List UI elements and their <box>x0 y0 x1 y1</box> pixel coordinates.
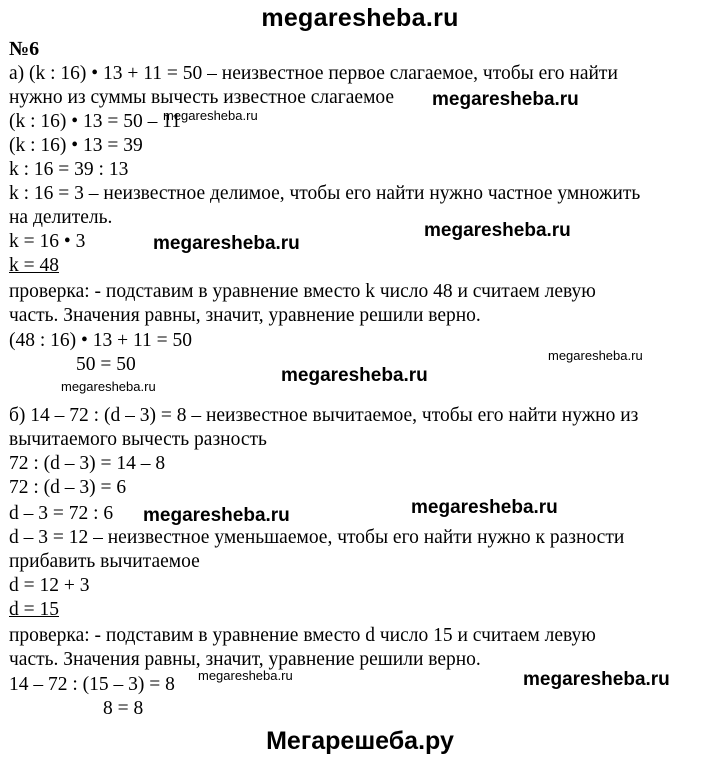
part-a-check-3: (48 : 16) • 13 + 11 = 50 <box>9 330 193 351</box>
problem-number: №6 <box>9 38 40 60</box>
part-b-line-3: 72 : (d – 3) = 14 – 8 <box>9 453 166 474</box>
part-b-line-7: прибавить вычитаемое <box>9 551 200 572</box>
part-b-answer: d = 15 <box>9 599 59 620</box>
part-b-line-8: d = 12 + 3 <box>9 575 90 596</box>
part-b-line-5: d – 3 = 72 : 6 <box>9 503 114 524</box>
watermark: megaresheba.ru <box>424 220 571 241</box>
watermark: megaresheba.ru <box>432 89 579 110</box>
part-a-answer: k = 48 <box>9 255 59 276</box>
part-a-line-1: а) (k : 16) • 13 + 11 = 50 – неизвестное первое слагаемое, чтобы его найти <box>9 63 618 84</box>
watermark: megaresheba.ru <box>281 365 428 386</box>
part-b-check-4: 8 = 8 <box>103 698 144 719</box>
part-b-check-2: часть. Значения равны, значит, уравнение решили верно. <box>9 649 481 670</box>
part-b-line-2: вычитаемого вычесть разность <box>9 429 267 450</box>
part-a-line-8: k = 16 • 3 <box>9 231 86 252</box>
part-a-line-2: нужно из суммы вычесть известное слагаемое <box>9 87 395 108</box>
part-a-line-7: на делитель. <box>9 207 113 228</box>
watermark: megaresheba.ru <box>153 233 300 254</box>
site-header: megaresheba.ru <box>261 4 459 32</box>
part-b-check-3: 14 – 72 : (15 – 3) = 8 <box>9 674 175 695</box>
watermark: megaresheba.ru <box>61 379 156 394</box>
part-b-line-1: б) 14 – 72 : (d – 3) = 8 – неизвестное вычитаемое, чтобы его найти нужно из <box>9 405 639 426</box>
watermark: megaresheba.ru <box>411 497 558 518</box>
part-b-line-6: d – 3 = 12 – неизвестное уменьшаемое, чтобы его найти нужно к разности <box>9 527 625 548</box>
part-b-check-1: проверка: - подставим в уравнение вместо d число 15 и считаем левую <box>9 625 596 646</box>
watermark: megaresheba.ru <box>523 669 670 690</box>
watermark: megaresheba.ru <box>198 668 293 683</box>
site-footer: Мегарешеба.ру <box>266 727 454 755</box>
part-a-check-4: 50 = 50 <box>76 354 136 375</box>
part-a-line-4: (k : 16) • 13 = 39 <box>9 135 143 156</box>
part-a-check-1: проверка: - подставим в уравнение вместо k число 48 и считаем левую <box>9 281 596 302</box>
watermark: megaresheba.ru <box>163 108 258 123</box>
part-a-line-3: (k : 16) • 13 = 50 – 11 <box>9 111 182 132</box>
part-a-line-5: k : 16 = 39 : 13 <box>9 159 129 180</box>
part-a-check-2: часть. Значения равны, значит, уравнение решили верно. <box>9 305 481 326</box>
part-a-line-6: k : 16 = 3 – неизвестное делимое, чтобы его найти нужно частное умножить <box>9 183 641 204</box>
watermark: megaresheba.ru <box>548 348 643 363</box>
part-b-line-4: 72 : (d – 3) = 6 <box>9 477 127 498</box>
watermark: megaresheba.ru <box>143 505 290 526</box>
